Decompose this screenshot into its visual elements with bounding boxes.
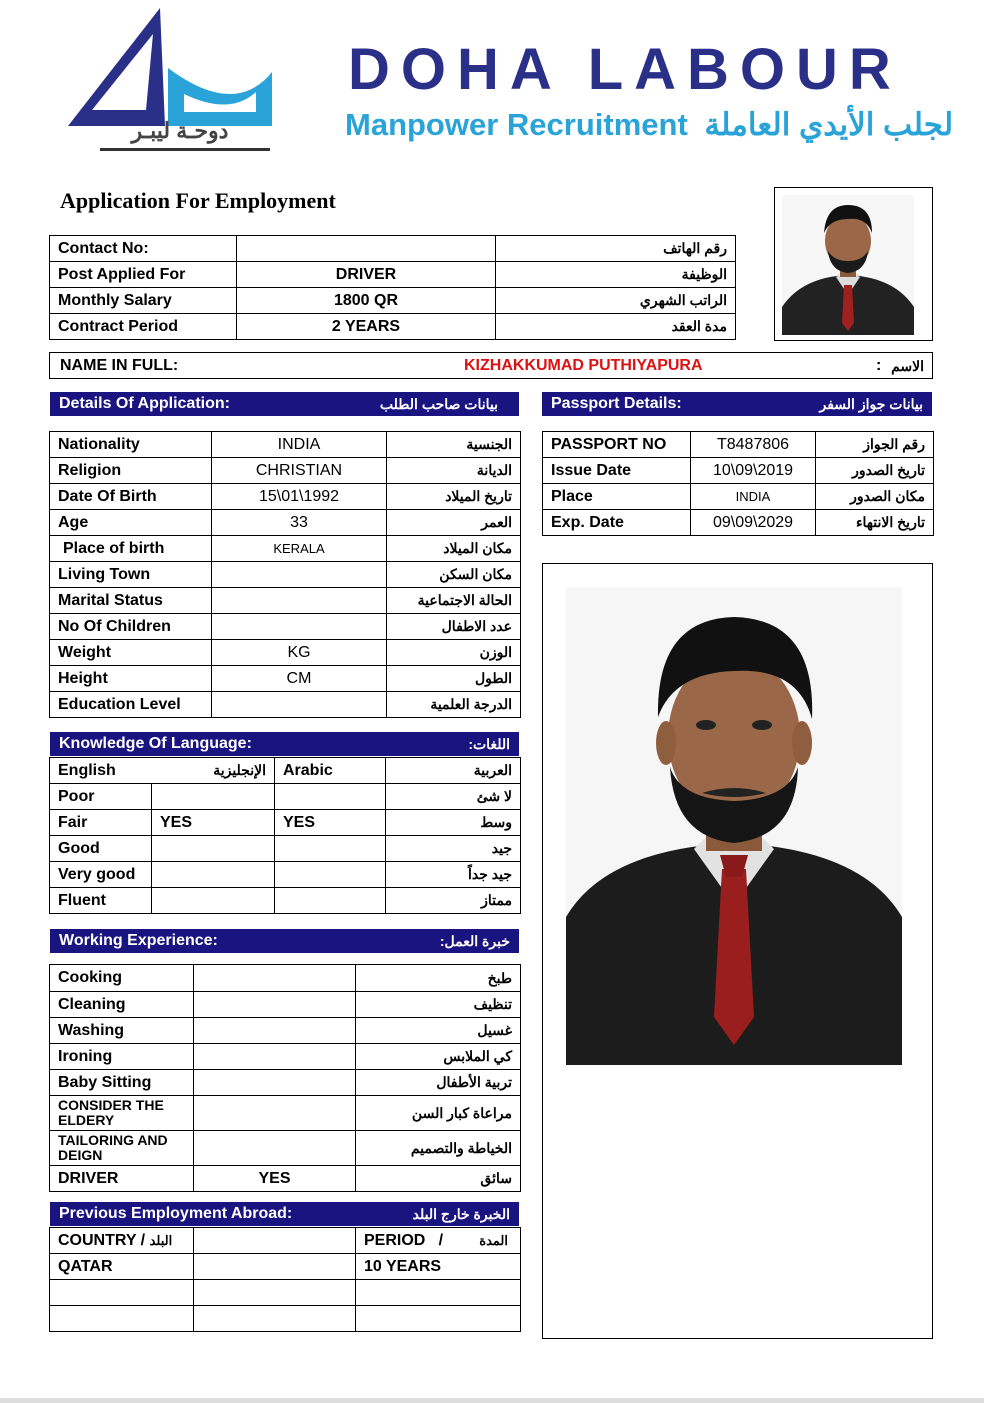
table-row xyxy=(50,1228,521,1254)
detail-label: Place of birth xyxy=(50,536,212,562)
period-label-ar: المدة xyxy=(479,1233,508,1248)
table-row xyxy=(50,1254,521,1280)
passport-value[interactable]: 10\09\2019 xyxy=(691,458,816,484)
table-row xyxy=(50,458,521,484)
detail-value[interactable]: KG xyxy=(212,640,387,666)
detail-value[interactable] xyxy=(212,588,387,614)
empty-cell xyxy=(194,1228,356,1254)
table-row xyxy=(50,484,521,510)
country-slash: / xyxy=(136,1231,150,1249)
detail-label: Religion xyxy=(50,458,212,484)
passport-header-ar: بيانات جواز السفر xyxy=(819,395,923,412)
table-row xyxy=(50,1018,521,1044)
detail-label-ar: تاريخ الميلاد xyxy=(387,484,521,510)
skill-label-ar: غسيل xyxy=(356,1018,521,1044)
passport-label: Place xyxy=(543,484,691,510)
empty-cell xyxy=(194,1280,356,1306)
detail-value[interactable]: INDIA xyxy=(212,432,387,458)
detail-label-ar: الدرجة العلمية xyxy=(387,692,521,718)
table-row xyxy=(50,758,521,784)
passport-header-en: Passport Details: xyxy=(551,395,682,412)
english-level-value[interactable] xyxy=(152,784,275,810)
skill-value[interactable] xyxy=(194,965,356,992)
table-row xyxy=(50,1044,521,1070)
detail-label-ar: الجنسية xyxy=(387,432,521,458)
detail-label: No Of Children xyxy=(50,614,212,640)
detail-value[interactable]: 15\01\1992 xyxy=(212,484,387,510)
table-row xyxy=(50,288,736,314)
arabic-level-value[interactable] xyxy=(275,862,386,888)
abroad-header-en: Previous Employment Abroad: xyxy=(59,1205,293,1222)
skill-label-ar: مراعاة كبار السن xyxy=(356,1096,521,1131)
english-level-value[interactable] xyxy=(152,888,275,914)
company-name: DOHA LABOUR xyxy=(348,37,902,102)
table-row xyxy=(50,640,521,666)
level-label-ar: جيد جداً xyxy=(386,862,521,888)
table-row xyxy=(50,666,521,692)
skill-value[interactable] xyxy=(194,1096,356,1131)
arabic-level-value[interactable] xyxy=(275,836,386,862)
company-tagline xyxy=(345,106,953,144)
table-row xyxy=(50,965,521,992)
detail-label-ar: الطول xyxy=(387,666,521,692)
detail-label: Marital Status xyxy=(50,588,212,614)
level-label-ar: جيد xyxy=(386,836,521,862)
detail-label: Height xyxy=(50,666,212,692)
detail-label: Age xyxy=(50,510,212,536)
english-label-ar: الإنجليزية xyxy=(213,762,266,778)
skill-label-ar: تربية الأطفال xyxy=(356,1070,521,1096)
level-label: Fluent xyxy=(50,888,152,914)
details-table xyxy=(49,431,521,718)
level-label: Poor xyxy=(50,784,152,810)
table-row xyxy=(50,862,521,888)
skill-label: TAILORING AND DEIGN xyxy=(50,1131,194,1166)
details-header xyxy=(50,392,519,416)
skill-label: Cooking xyxy=(50,965,194,992)
passport-label-ar: تاريخ الصدور xyxy=(816,458,934,484)
applicant-photo-small xyxy=(782,195,914,335)
skill-label-ar: الخياطة والتصميم xyxy=(356,1131,521,1166)
arabic-level-value[interactable] xyxy=(275,888,386,914)
table-row xyxy=(50,1096,521,1131)
table-row xyxy=(543,484,934,510)
empty-cell xyxy=(194,1254,356,1280)
table-row xyxy=(50,562,521,588)
detail-value[interactable]: CHRISTIAN xyxy=(212,458,387,484)
skill-label-ar: طبخ xyxy=(356,965,521,992)
passport-label: Exp. Date xyxy=(543,510,691,536)
table-row xyxy=(50,836,521,862)
detail-label: Date Of Birth xyxy=(50,484,212,510)
passport-value[interactable]: 09\09\2029 xyxy=(691,510,816,536)
abroad-country[interactable] xyxy=(50,1280,194,1306)
language-table xyxy=(49,757,521,914)
abroad-table xyxy=(49,1227,521,1332)
abroad-country[interactable]: QATAR xyxy=(50,1254,194,1280)
detail-label-ar: مكان السكن xyxy=(387,562,521,588)
detail-value[interactable] xyxy=(212,562,387,588)
contact-table xyxy=(49,235,736,340)
detail-label-ar: مكان الميلاد xyxy=(387,536,521,562)
skill-label-ar: تنظيف xyxy=(356,992,521,1018)
table-row xyxy=(543,432,934,458)
table-row xyxy=(50,588,521,614)
period-slash: / xyxy=(425,1231,444,1249)
arabic-col-header: Arabic xyxy=(275,758,386,784)
contract-period-value[interactable]: 2 YEARS xyxy=(237,314,496,340)
skill-value[interactable] xyxy=(194,1131,356,1166)
level-label-ar: ممتاز xyxy=(386,888,521,914)
page-bottom-edge xyxy=(0,1398,984,1403)
table-row xyxy=(50,1131,521,1166)
name-label: NAME IN FULL: xyxy=(60,357,179,374)
experience-header xyxy=(50,929,519,953)
detail-label-ar: الديانة xyxy=(387,458,521,484)
table-row xyxy=(50,314,736,340)
level-label: Fair xyxy=(50,810,152,836)
skill-value[interactable] xyxy=(194,1044,356,1070)
skill-label: Ironing xyxy=(50,1044,194,1070)
detail-value[interactable]: KERALA xyxy=(212,536,387,562)
detail-label: Nationality xyxy=(50,432,212,458)
row-label: Contact No: xyxy=(50,236,237,262)
detail-value[interactable] xyxy=(212,614,387,640)
row-label-ar: رقم الهاتف xyxy=(496,236,736,262)
skill-label-ar: كي الملابس xyxy=(356,1044,521,1070)
passport-table xyxy=(542,431,934,536)
skill-label: Baby Sitting xyxy=(50,1070,194,1096)
skill-value[interactable] xyxy=(194,992,356,1018)
name-row xyxy=(49,352,933,379)
skill-value[interactable]: YES xyxy=(194,1166,356,1192)
detail-label-ar: الحالة الاجتماعية xyxy=(387,588,521,614)
language-header-en: Knowledge Of Language: xyxy=(59,735,252,752)
detail-label: Education Level xyxy=(50,692,212,718)
logo-arabic-text: دوحـة ليبـر xyxy=(131,118,229,143)
abroad-header xyxy=(50,1202,519,1226)
passport-label-ar: رقم الجواز xyxy=(816,432,934,458)
english-level-value[interactable]: YES xyxy=(152,810,275,836)
abroad-period[interactable] xyxy=(356,1306,521,1332)
row-label-ar: مدة العقد xyxy=(496,314,736,340)
post-applied-value[interactable]: DRIVER xyxy=(237,262,496,288)
tagline-arabic: لجلب الأيدي العاملة xyxy=(704,107,954,142)
arabic-level-value[interactable] xyxy=(275,784,386,810)
table-row xyxy=(543,458,934,484)
details-header-en: Details Of Application: xyxy=(59,395,230,412)
details-header-ar: بيانات صاحب الطلب xyxy=(379,395,498,412)
detail-value[interactable]: 33 xyxy=(212,510,387,536)
detail-label-ar: العمر xyxy=(387,510,521,536)
country-label-ar: البلد xyxy=(149,1232,173,1248)
passport-value[interactable]: INDIA xyxy=(691,484,816,510)
english-level-value[interactable] xyxy=(152,862,275,888)
table-row xyxy=(50,992,521,1018)
experience-header-en: Working Experience: xyxy=(59,932,218,949)
period-col-header xyxy=(356,1228,521,1254)
passport-label: Issue Date xyxy=(543,458,691,484)
detail-value[interactable] xyxy=(212,692,387,718)
table-row xyxy=(50,262,736,288)
applicant-photo-large xyxy=(566,587,902,1065)
tagline-english: Manpower Recruitment xyxy=(345,107,688,142)
detail-label-ar: عدد الاطفال xyxy=(387,614,521,640)
passport-header xyxy=(542,392,932,416)
abroad-period[interactable]: 10 YEARS xyxy=(356,1254,521,1280)
skill-value[interactable] xyxy=(194,1018,356,1044)
skill-label: CONSIDER THE ELDERY xyxy=(50,1096,194,1131)
table-row xyxy=(50,1166,521,1192)
table-row xyxy=(50,432,521,458)
row-label: Post Applied For xyxy=(50,262,237,288)
table-row xyxy=(50,784,521,810)
contact-no-value[interactable] xyxy=(237,236,496,262)
row-label: Contract Period xyxy=(50,314,237,340)
table-row xyxy=(50,614,521,640)
passport-label-ar: تاريخ الانتهاء xyxy=(816,510,934,536)
passport-label: PASSPORT NO xyxy=(543,432,691,458)
experience-table xyxy=(49,964,521,1192)
table-row xyxy=(543,510,934,536)
arabic-col-header-ar: العربية xyxy=(386,758,521,784)
passport-label-ar: مكان الصدور xyxy=(816,484,934,510)
page-title: Application For Employment xyxy=(60,188,336,213)
empty-cell xyxy=(194,1306,356,1332)
detail-label: Weight xyxy=(50,640,212,666)
table-row xyxy=(50,810,521,836)
period-label: PERIOD xyxy=(364,1231,426,1249)
skill-label: Cleaning xyxy=(50,992,194,1018)
skill-label-ar: سائق xyxy=(356,1166,521,1192)
country-label: COUNTRY xyxy=(58,1231,137,1249)
table-row xyxy=(50,1280,521,1306)
english-col-header xyxy=(50,758,275,784)
level-label-ar: لا شئ xyxy=(386,784,521,810)
row-label-ar: الراتب الشهري xyxy=(496,288,736,314)
level-label-ar: وسط xyxy=(386,810,521,836)
arabic-level-value[interactable]: YES xyxy=(275,810,386,836)
name-colon: : xyxy=(876,357,882,374)
level-label: Good xyxy=(50,836,152,862)
country-col-header xyxy=(50,1228,194,1254)
skill-label: DRIVER xyxy=(50,1166,194,1192)
table-row xyxy=(50,236,736,262)
abroad-period[interactable] xyxy=(356,1280,521,1306)
table-row xyxy=(50,510,521,536)
language-header-ar: اللغات: xyxy=(468,735,510,752)
experience-header-ar: خبرة العمل: xyxy=(439,932,510,949)
detail-label: Living Town xyxy=(50,562,212,588)
level-label: Very good xyxy=(50,862,152,888)
passport-value[interactable]: T8487806 xyxy=(691,432,816,458)
abroad-header-ar: الخبرة خارج البلد xyxy=(412,1205,510,1222)
detail-label-ar: الوزن xyxy=(387,640,521,666)
table-row xyxy=(50,888,521,914)
english-level-value[interactable] xyxy=(152,836,275,862)
detail-value[interactable]: CM xyxy=(212,666,387,692)
row-label-ar: الوظيفة xyxy=(496,262,736,288)
language-header xyxy=(50,732,519,756)
table-row xyxy=(50,1306,521,1332)
skill-value[interactable] xyxy=(194,1070,356,1096)
table-row xyxy=(50,692,521,718)
table-row xyxy=(50,1070,521,1096)
full-name-value[interactable]: KIZHAKKUMAD PUTHIYAPURA xyxy=(464,357,703,374)
name-label-ar: الاسم xyxy=(891,358,924,374)
row-label: Monthly Salary xyxy=(50,288,237,314)
english-label: English xyxy=(58,761,116,779)
skill-label: Washing xyxy=(50,1018,194,1044)
salary-value[interactable]: 1800 QR xyxy=(237,288,496,314)
abroad-country[interactable] xyxy=(50,1306,194,1332)
table-row xyxy=(50,536,521,562)
